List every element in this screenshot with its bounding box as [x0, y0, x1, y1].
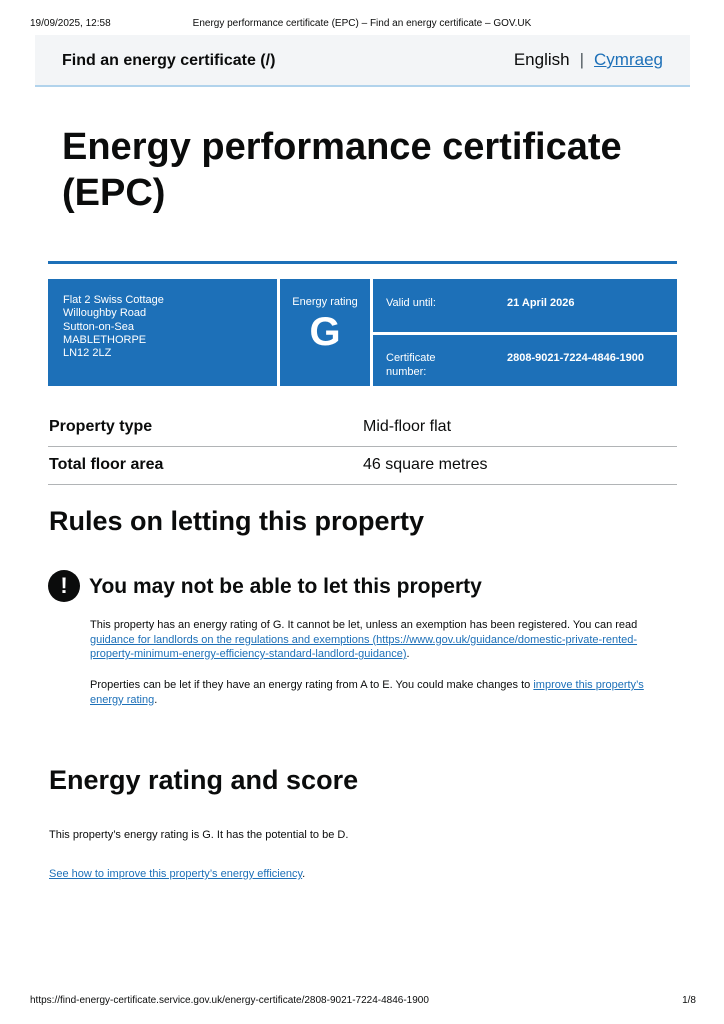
rules-paragraph [90, 678, 650, 707]
address-line: Sutton-on-Sea [63, 320, 134, 333]
certificate-number-label [386, 352, 436, 379]
title-divider [48, 261, 677, 264]
landlord-guidance-link[interactable]: guidance for landlords on the regulations and exemptions (https://www.gov.uk/guidance/domestic-private-rented-property-minimum-energy-efficiency-standard-landlord-guidance) [90, 633, 638, 660]
rules-heading: Rules on letting this property [49, 506, 425, 536]
certificate-number-label-line: Certificate [386, 352, 436, 364]
service-link-suffix: (/) [260, 52, 276, 69]
rules-paragraph-text: This property has an energy rating of G. It cannot be let, unless an exemption has been registered. You can read [90, 619, 638, 631]
improve-rating-link[interactable]: improve this property’s energy rating [90, 679, 644, 706]
energy-rating-label: Energy rating [292, 296, 358, 308]
valid-until-label: Valid until: [386, 297, 436, 309]
print-header [0, 18, 724, 32]
energy-rating-letter: G [309, 310, 341, 354]
paragraph-end: . [154, 693, 158, 706]
energy-rating-box [280, 279, 370, 386]
certificate-number-box [373, 335, 677, 386]
service-name-link[interactable] [62, 52, 275, 70]
valid-until-value: 21 April 2026 [507, 297, 575, 309]
certificate-summary [48, 279, 677, 386]
rules-paragraph [90, 618, 650, 662]
rules-paragraph-text: Properties can be let if they have an energy rating from A to E. You could make changes to [90, 679, 534, 691]
warning-icon: ! [48, 570, 80, 602]
energy-rating-heading: Energy rating and score [49, 765, 359, 795]
print-date: 19/09/2025, 12:58 [30, 18, 111, 29]
address-line: LN12 2LZ [63, 347, 112, 360]
property-details-table [48, 409, 677, 485]
language-separator: | [579, 50, 585, 69]
energy-efficiency-paragraph [49, 867, 669, 882]
language-cymraeg-link[interactable]: Cymraeg [594, 50, 663, 69]
print-document-title: Energy performance certificate (EPC) – Find an energy certificate – GOV.UK [192, 18, 532, 29]
address-line: Flat 2 Swiss Cottage [63, 294, 164, 306]
language-switcher [514, 50, 663, 70]
warning-heading: You may not be able to let this property [89, 575, 482, 598]
certificate-number-label-line: number: [386, 365, 427, 378]
valid-until-box [373, 279, 677, 332]
property-type-value: Mid-floor flat [363, 418, 452, 435]
page-title: Energy performance certificate (EPC) [62, 126, 622, 214]
table-row [48, 447, 677, 485]
service-name: Find an energy certificate [62, 52, 256, 69]
print-url: https://find-energy-certificate.service.gov.uk/energy-certificate/2808-9021-7224-4846-1900 [30, 995, 429, 1006]
improve-efficiency-link[interactable]: See how to improve this property’s energy efficiency [49, 868, 303, 880]
address-line: Willoughby Road [63, 307, 147, 320]
print-footer [0, 995, 724, 1009]
certificate-number-value: 2808-9021-7224-4846-1900 [507, 352, 645, 364]
paragraph-end: . [302, 868, 306, 880]
floor-area-label: Total floor area [49, 456, 164, 473]
table-row [48, 409, 677, 447]
floor-area-value: 46 square metres [363, 456, 488, 473]
service-header [35, 35, 690, 87]
energy-rating-text: This property’s energy rating is G. It has the potential to be D. [49, 829, 349, 841]
property-address [48, 279, 277, 386]
page-count: 1/8 [682, 995, 696, 1006]
paragraph-end: . [406, 648, 410, 660]
property-type-label: Property type [49, 418, 153, 435]
address-line: MABLETHORPE [63, 333, 147, 346]
language-english: English [513, 50, 570, 69]
